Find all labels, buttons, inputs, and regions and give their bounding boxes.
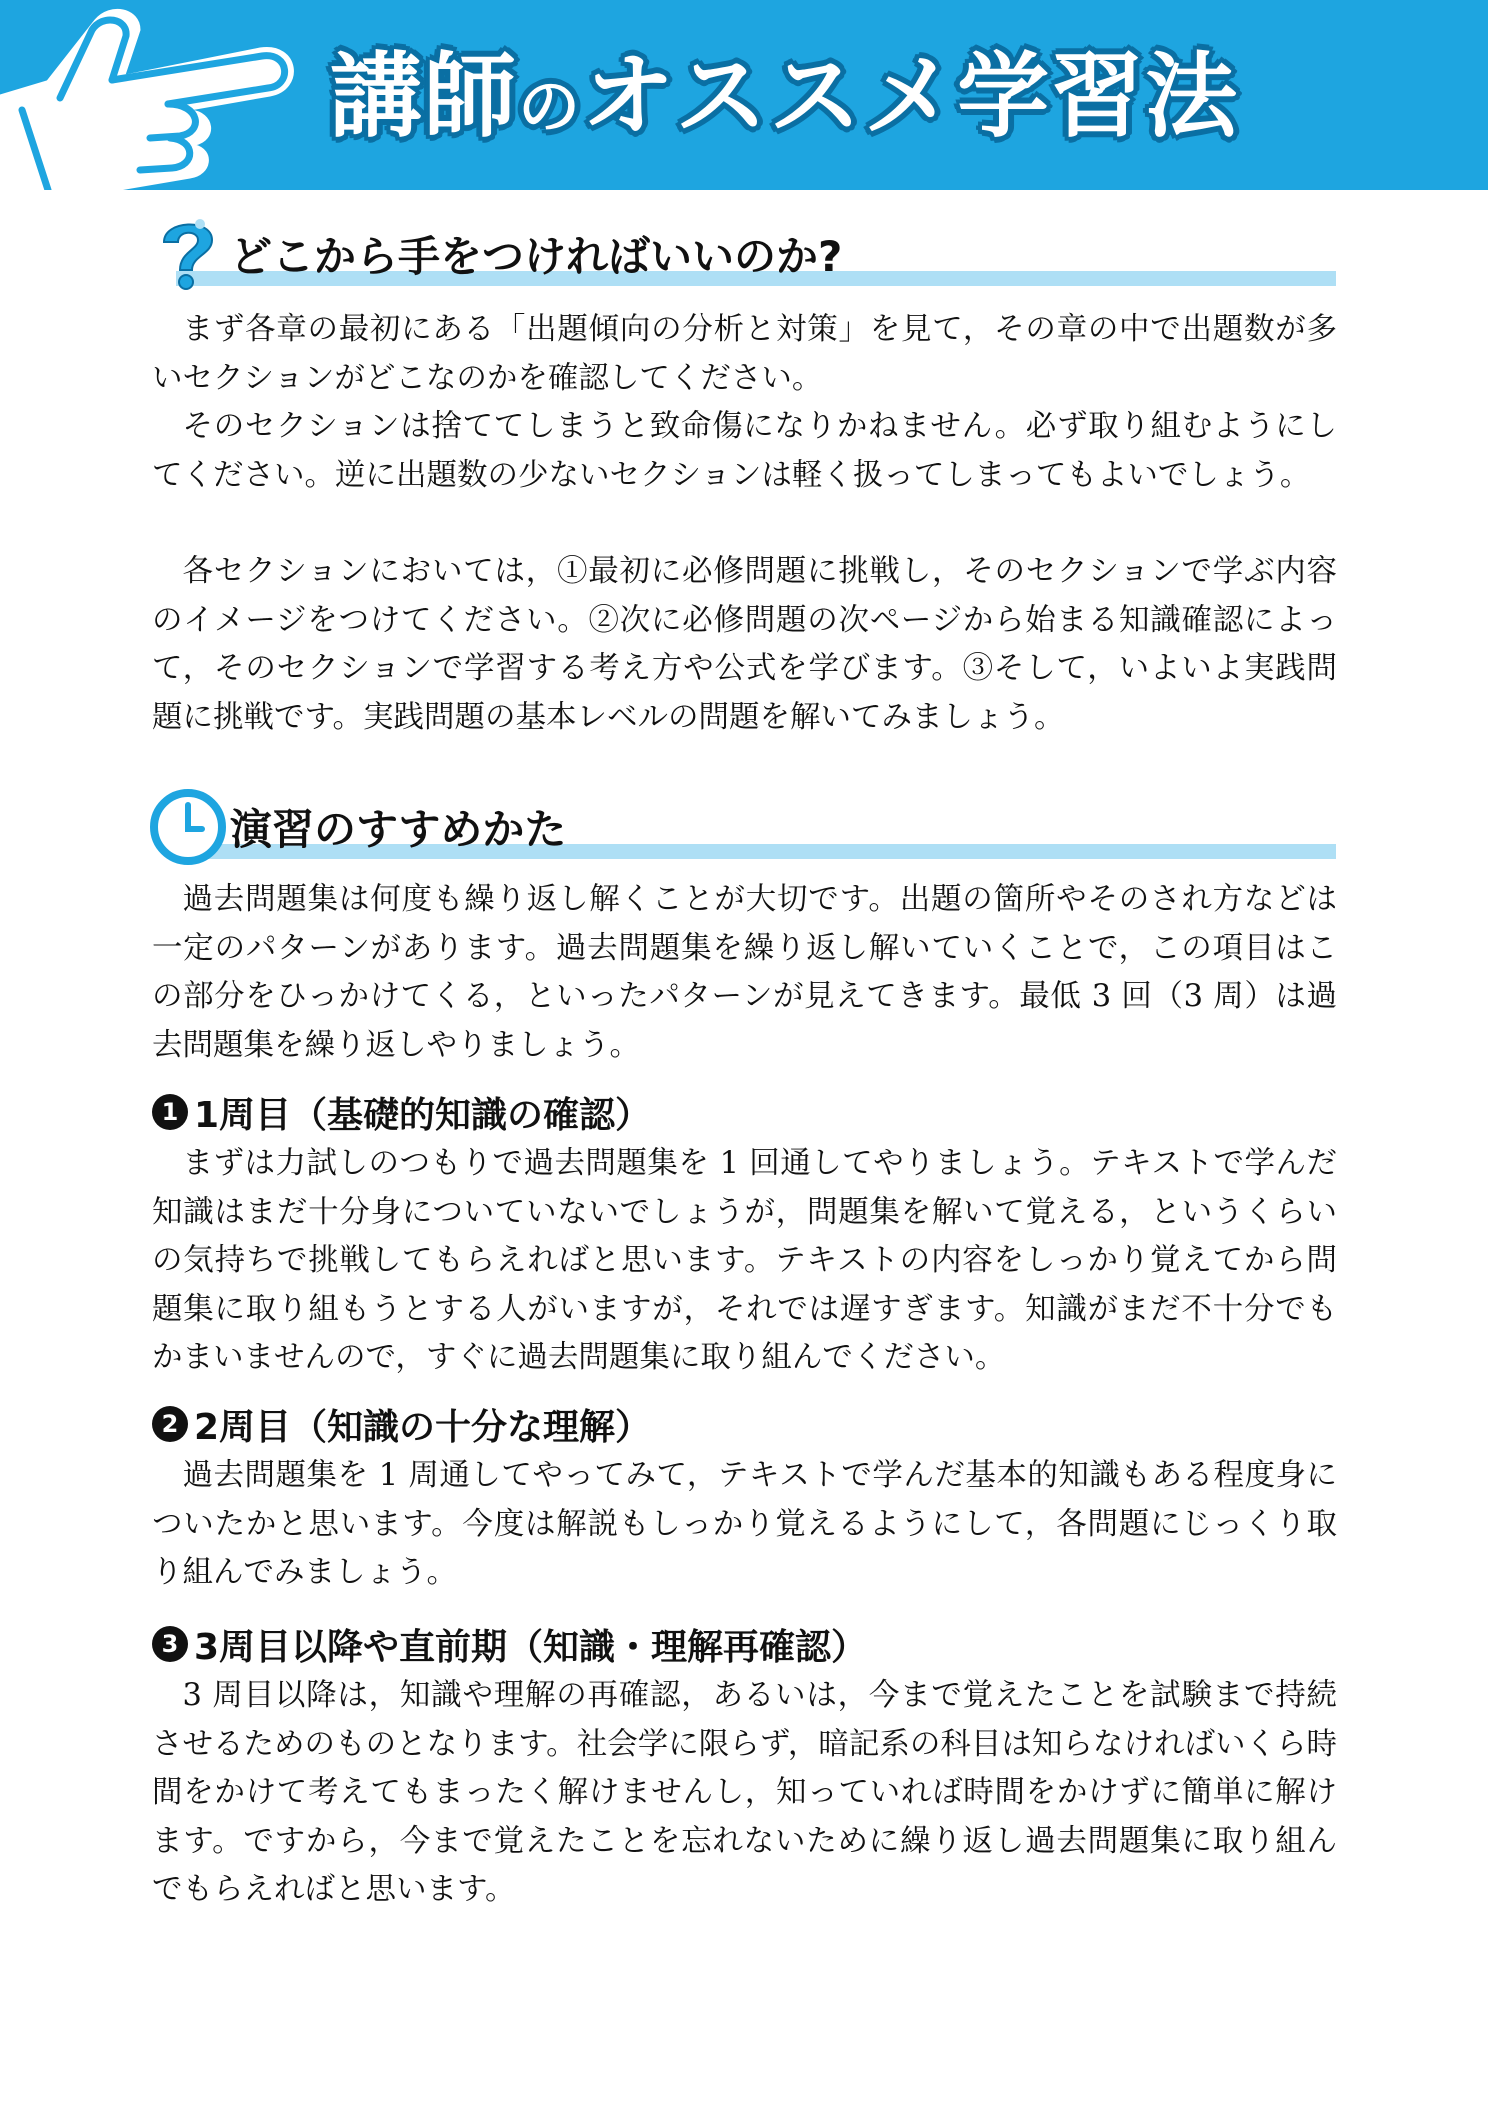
step-heading-1: [152, 1088, 651, 1136]
clock-icon: [148, 785, 228, 865]
page-header: [0, 0, 1488, 190]
question-mark-icon: [148, 212, 228, 292]
step-title: 2周目（知識の十分な理解）: [194, 1406, 652, 1448]
step-number-badge: 2: [152, 1406, 188, 1442]
paragraph: 各セクションにおいては，①最初に必修問題に挑戦し，そのセクションで学ぶ内容のイメージをつけてください。②次に必修問題の次ページから始まる知識確認によって，そのセクションで学習する考え方や公式を学びます。③そして，いよいよ実践問題に挑戦です。実践問題の基本レベルの問題を解いてみましょう。: [152, 554, 1337, 735]
section-heading-where-to-start: [148, 212, 1336, 292]
title-part2: オススメ学習法: [582, 43, 1240, 150]
step-title: 1周目（基礎的知識の確認）: [194, 1094, 652, 1136]
step-heading-2: [152, 1400, 651, 1448]
step-number-badge: 3: [152, 1626, 188, 1662]
paragraph: そのセクションは捨ててしまうと致命傷になりかねません。必ず取り組むようにしてください。逆に出題数の少ないセクションは軽く扱ってしまってもよいでしょう。: [152, 409, 1337, 493]
step-number-badge: 1: [152, 1094, 188, 1130]
paragraph: 過去問題集は何度も繰り返し解くことが大切です。出題の箇所やそのされ方などは一定のパターンがあります。過去問題集を繰り返し解いていくことで，この項目はこの部分をひっかけてくる，といったパターンが見えてきます。最低 3 回（3 周）は過去問題集を繰り返しやりましょう。: [152, 882, 1337, 1063]
step-heading-3: [152, 1620, 867, 1668]
paragraph: 過去問題集を 1 周通してやってみて，テキストで学んだ基本的知識もある程度身についたかと思います。今度は解説もしっかり覚えるようにして，各問題にじっくり取り組んでみましょう。: [152, 1458, 1337, 1590]
title-particle: の: [518, 70, 583, 143]
section-heading-text: 演習のすすめかた: [230, 805, 567, 854]
step-title: 3周目以降や直前期（知識・理解再確認）: [194, 1626, 868, 1668]
paragraph: まずは力試しのつもりで過去問題集を 1 回通してやりましょう。テキストで学んだ知識はまだ十分身についていないでしょうが，問題集を解いて覚える，というくらいの気持ちで挑戦してもらえればと思います。テキストの内容をしっかり覚えてから問題集に取り組もうとする人がいますが，それでは遅すぎます。知識がまだ不十分でもかまいませんので，すぐに過去問題集に取り組んでください。: [152, 1146, 1337, 1375]
section-heading-practice: [148, 785, 1336, 865]
title-part1: 講師: [330, 43, 519, 150]
paragraph: 3 周目以降は，知識や理解の再確認，あるいは，今まで覚えたことを試験まで持続させるためのものとなります。社会学に限らず，暗記系の科目は知らなければいくら時間をかけて考えてもまったく解けませんし，知っていれば時間をかけずに簡単に解けます。ですから，今まで覚えたことを忘れないために繰り返し過去問題集に取り組んでもらえればと思います。: [152, 1678, 1337, 1907]
page-title: [330, 42, 1239, 152]
paragraph: まず各章の最初にある「出題傾向の分析と対策」を見て，その章の中で出題数が多いセクションがどこなのかを確認してください。: [152, 312, 1337, 396]
section-heading-text: どこから手をつければいいのか?: [230, 232, 843, 281]
pointing-hand-icon: [0, 0, 330, 190]
